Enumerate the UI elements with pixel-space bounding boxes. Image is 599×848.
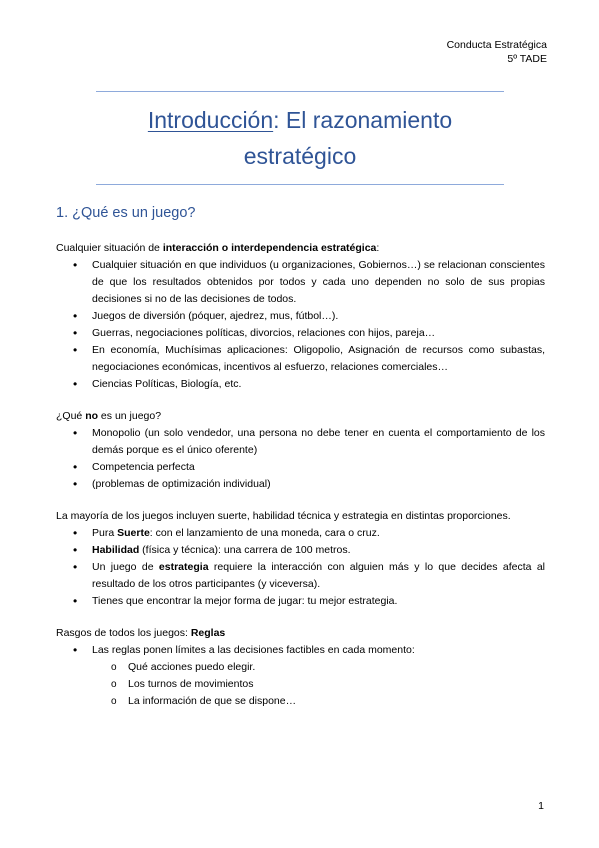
spacer bbox=[56, 610, 545, 625]
item-text: Pura bbox=[92, 527, 118, 539]
header-group: 5º TADE bbox=[507, 53, 547, 65]
rules-list bbox=[56, 642, 545, 710]
list-item: • En economía, Muchísimas aplicaciones: Oligopolio, Asignación de recursos como subastas, negociaciones económicas, incentivos al esfuerzo, relaciones comerciales… bbox=[56, 342, 545, 376]
list-item: • Juegos de diversión (póquer, ajedrez, mus, fútbol…). bbox=[56, 308, 545, 325]
list-item bbox=[56, 525, 545, 542]
running-header bbox=[447, 38, 547, 66]
section-heading: 1. ¿Qué es un juego? bbox=[56, 205, 196, 221]
item-text: Tienes que encontrar la mejor forma de jugar: tu mejor estrategia. bbox=[92, 595, 398, 607]
title-rule-top bbox=[96, 91, 504, 92]
notgame-paragraph bbox=[56, 408, 545, 425]
spacer bbox=[56, 393, 545, 408]
item-text: (física y técnica): una carrera de 100 metros. bbox=[139, 544, 351, 556]
notgame-text: ¿Qué bbox=[56, 410, 86, 422]
item-bold: estrategia bbox=[158, 561, 209, 573]
rules-paragraph bbox=[56, 625, 545, 642]
sublist-item: o La información de que se dispone… bbox=[92, 693, 545, 710]
item-text: Las reglas ponen límites a las decisiones factibles en cada momento: bbox=[92, 644, 415, 656]
list-item bbox=[56, 642, 545, 710]
list-item: • Ciencias Políticas, Biología, etc. bbox=[56, 376, 545, 393]
title-rule-bottom bbox=[96, 184, 504, 185]
item-text: Un juego de bbox=[92, 561, 159, 573]
notgame-bold: no bbox=[85, 410, 99, 422]
item-bold: Habilidad bbox=[92, 544, 140, 556]
mix-paragraph: La mayoría de los juegos incluyen suerte, habilidad técnica y estrategia en distintas proporciones. bbox=[56, 510, 511, 522]
body-content bbox=[56, 240, 545, 710]
page-title bbox=[96, 102, 504, 174]
sublist-item: o Los turnos de movimientos bbox=[92, 676, 545, 693]
intro-text: Cualquier situación de bbox=[56, 242, 163, 254]
intro-bold: interacción o interdependencia estratégica bbox=[162, 242, 377, 254]
notgame-list bbox=[56, 425, 545, 493]
list-item bbox=[56, 542, 545, 559]
rules-text: Rasgos de todos los juegos: bbox=[56, 627, 191, 639]
list-item: • Monopolio (un solo vendedor, una persona no debe tener en cuenta el comportamiento de los demás porque es el único oferente) bbox=[56, 425, 545, 459]
mix-list bbox=[56, 525, 545, 610]
rules-bold: Reglas bbox=[190, 627, 226, 639]
item-bold: Suerte bbox=[117, 527, 150, 539]
item-text: : con el lanzamiento de una moneda, cara o cruz. bbox=[149, 527, 380, 539]
list-item: • (problemas de optimización individual) bbox=[56, 476, 545, 493]
notgame-text-end: es un juego? bbox=[98, 410, 162, 422]
list-item bbox=[56, 559, 545, 593]
list-item bbox=[56, 593, 545, 610]
title-part-3: estratégico bbox=[243, 143, 357, 169]
intro-colon: : bbox=[376, 242, 380, 254]
title-part-1: Introducción bbox=[147, 107, 274, 133]
title-part-2: : El razonamiento bbox=[273, 107, 453, 133]
header-course: Conducta Estratégica bbox=[446, 39, 547, 51]
intro-paragraph bbox=[56, 240, 545, 257]
item-text: requiere la interacción con alguien más y lo que decides afecta al resultado de los otros participantes (y viceversa). bbox=[92, 561, 545, 590]
sublist-item: o Qué acciones puedo elegir. bbox=[92, 659, 545, 676]
spacer bbox=[56, 493, 545, 508]
list-item: • Cualquier situación en que individuos (u organizaciones, Gobiernos…) se relacionan conscientes de que los resultados obtenidos por todos y cada uno dependen no solo de sus propias decisiones si no de las decisiones de todos. bbox=[56, 257, 545, 308]
page-number: 1 bbox=[538, 800, 544, 812]
intro-list bbox=[56, 257, 545, 393]
list-item: • Guerras, negociaciones políticas, divorcios, relaciones con hijos, pareja… bbox=[56, 325, 545, 342]
list-item: • Competencia perfecta bbox=[56, 459, 545, 476]
rules-sublist bbox=[92, 659, 545, 710]
